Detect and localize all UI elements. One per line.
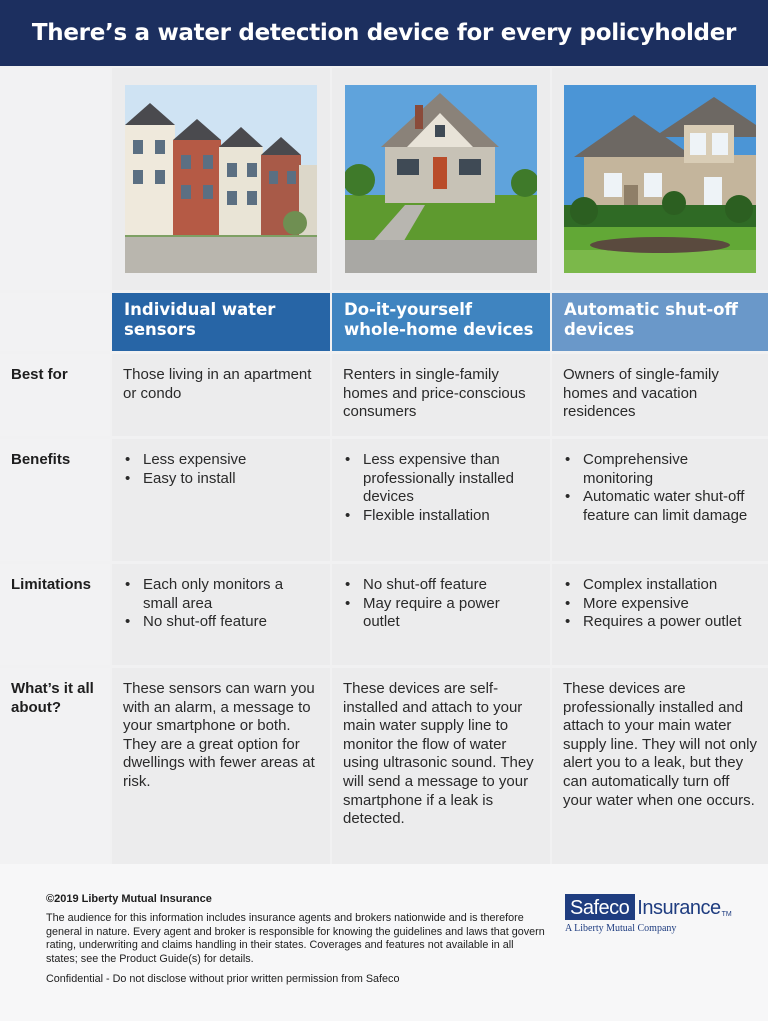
page-header <box>0 0 768 66</box>
benefits-cell-3 <box>552 439 768 561</box>
list-item: • No shut-off feature <box>343 576 540 595</box>
townhouse-row-photo <box>125 85 317 273</box>
column-heading-3: Automatic shut-off devices <box>552 293 768 351</box>
list-item: • Requires a power outlet <box>563 613 758 632</box>
corner-cell <box>0 68 110 290</box>
logo-box-text: Safeco <box>565 894 635 920</box>
photo-cell-1 <box>112 68 330 290</box>
about-cell-3: These devices are professionally installed and attach to your main water supply line. They will not only alert you to a leak, but they can automatically turn off your water when one occurs. <box>552 668 768 869</box>
photo-cell-3 <box>552 68 768 290</box>
list-item: • More expensive <box>563 595 758 614</box>
copyright: ©2019 Liberty Mutual Insurance <box>46 893 212 905</box>
limitations-cell-2 <box>332 564 550 665</box>
logo-subtitle: A Liberty Mutual Company <box>565 923 677 934</box>
list-item: • Each only monitors a small area <box>123 576 320 613</box>
column-heading-2: Do-it-yourself whole-home devices <box>332 293 550 351</box>
limitations-cell-1 <box>112 564 330 665</box>
row-label-about: What’s it all about? <box>0 668 110 869</box>
limitations-cell-3 <box>552 564 768 665</box>
comparison-table <box>0 68 768 869</box>
row-label-limitations: Limitations <box>0 564 110 665</box>
logo-tm: TM <box>721 911 732 918</box>
benefits-cell-1 <box>112 439 330 561</box>
list-item: • Complex installation <box>563 576 758 595</box>
benefits-cell-2 <box>332 439 550 561</box>
row-label-benefits: Benefits <box>0 439 110 561</box>
list-item: • Flexible installation <box>343 507 540 526</box>
logo-word: Insurance <box>637 897 721 919</box>
footer <box>0 864 768 1021</box>
best-for-cell-3: Owners of single-family homes and vacation residences <box>552 354 768 436</box>
about-cell-2: These devices are self-installed and attach to your main water supply line to monitor the flow of water using ultrasonic sound. They will send a message to your smartphone if a leak is detected. <box>332 668 550 869</box>
best-for-cell-2: Renters in single-family homes and price-conscious consumers <box>332 354 550 436</box>
list-item: • No shut-off feature <box>123 613 320 632</box>
row-label-best-for: Best for <box>0 354 110 436</box>
confidential-notice: Confidential - Do not disclose without prior written permission from Safeco <box>46 973 400 985</box>
list-item: • Easy to install <box>123 470 320 489</box>
safeco-logo <box>565 893 735 937</box>
heading-corner <box>0 293 110 351</box>
photo-cell-2 <box>332 68 550 290</box>
list-item: • Less expensive <box>123 451 320 470</box>
list-item: • May require a power outlet <box>343 595 540 632</box>
column-heading-1: Individual water sensors <box>112 293 330 351</box>
disclaimer: The audience for this information includes insurance agents and brokers nationwide and is therefore general in nature. Every agent and broker is responsible for knowing the guidelines and laws that govern rating, underwriting and claims handling in their states. Coverages and features not available in all states; see the Product Guide(s) for details. <box>46 912 545 965</box>
page-title: There’s a water detection device for every policyholder <box>31 20 737 46</box>
about-cell-1: These sensors can warn you with an alarm, a message to your smartphone or both. They are a great option for dwellings with fewer areas at risk. <box>112 668 330 869</box>
list-item: • Less expensive than professionally installed devices <box>343 451 540 507</box>
best-for-cell-1: Those living in an apartment or condo <box>112 354 330 436</box>
list-item: • Comprehensive monitoring <box>563 451 758 488</box>
large-house-photo <box>564 85 756 273</box>
list-item: • Automatic water shut-off feature can limit damage <box>563 488 758 525</box>
cottage-house-photo <box>345 85 537 273</box>
